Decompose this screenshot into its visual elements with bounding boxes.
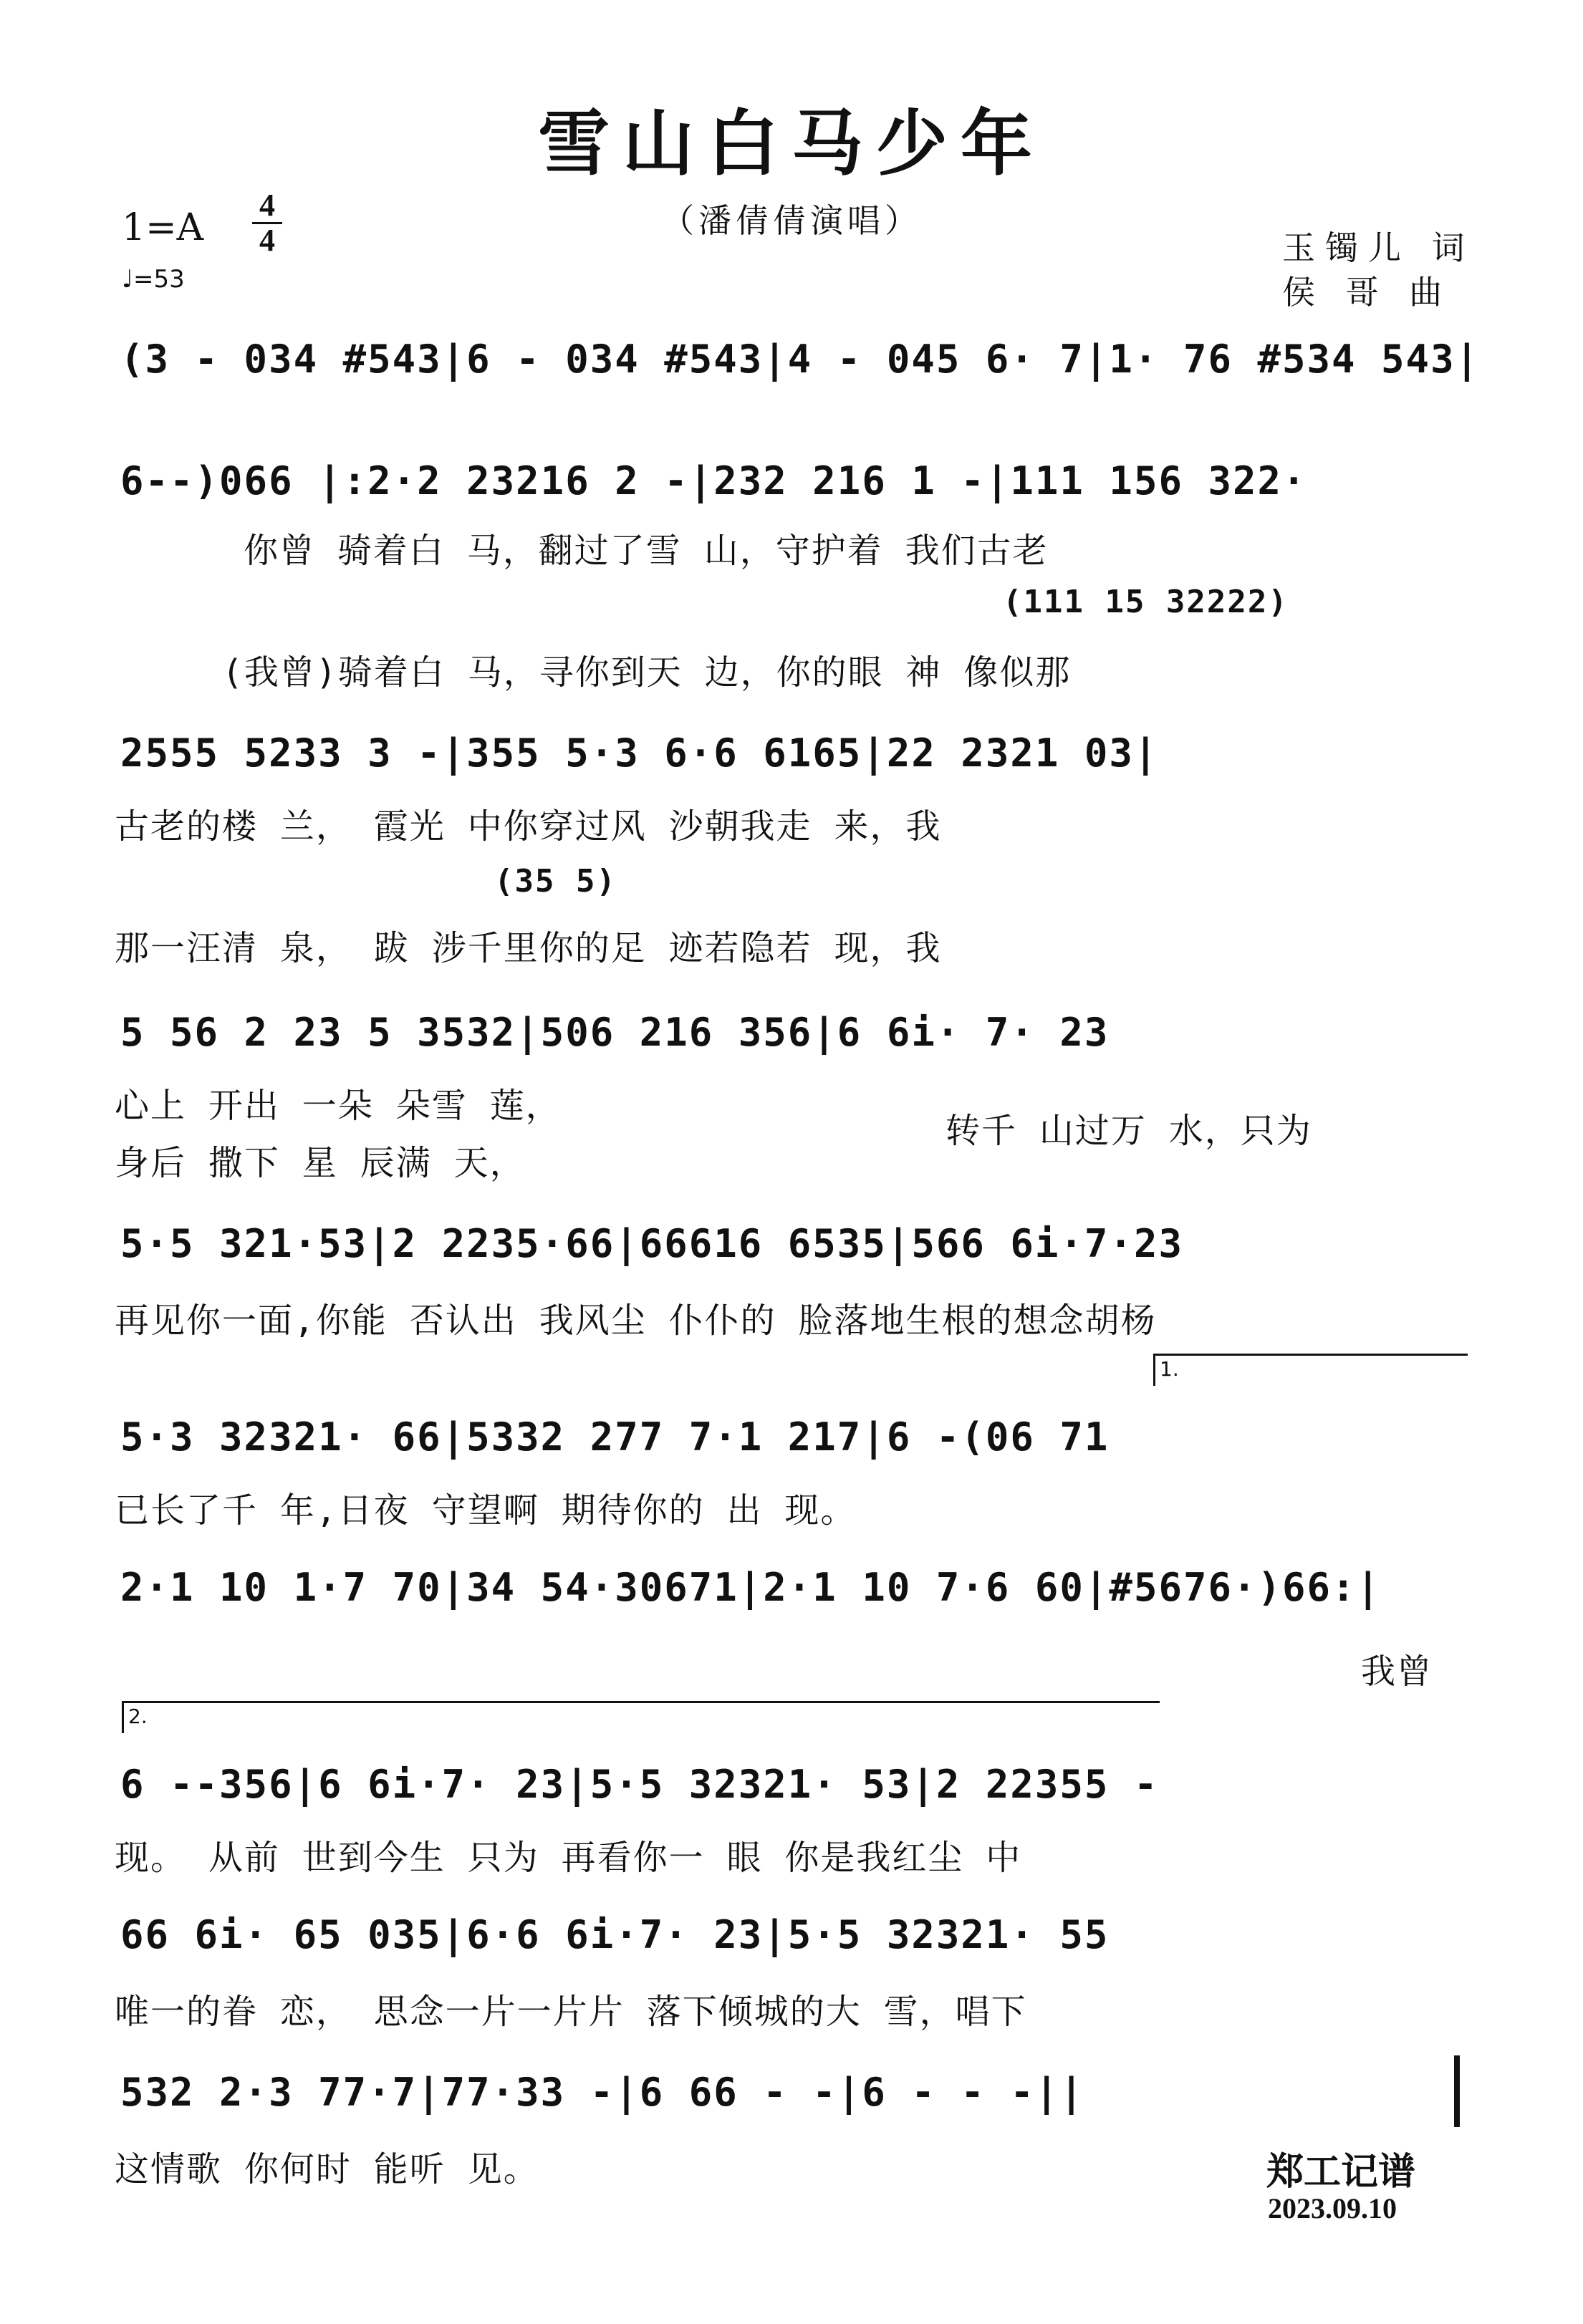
time-signature: [252, 189, 282, 257]
transcriber-name: 郑工记谱: [1266, 2151, 1416, 2194]
lyric-row-5: 再见你一面,你能 否认出 我风尘 仆仆的 脸落地生根的想念胡杨: [115, 1301, 1157, 1341]
lyric-row-7: 我曾: [1361, 1652, 1433, 1692]
lyric-row-3-verse-2: 那一汪清 泉， 跋 涉千里你的足 迹若隐若 现，我: [115, 928, 942, 968]
score-row-5: 5·5 321·53|2 2235·66|66616 6535|566 6i·7·23: [120, 1221, 1183, 1266]
lyric-row-6: 已长了千 年,日夜 守望啊 期待你的 出 现。: [115, 1490, 857, 1530]
composer-credit: 侯 哥 曲: [1282, 273, 1453, 312]
score-row-2: 6--)066 |:2·2 23216 2 -|232 216 1 -|111 156 322·: [120, 458, 1307, 503]
song-title: 雪山白马少年: [538, 101, 1045, 185]
lyric-row-4-verse-1: 心上 开出 一朵 朵雪 莲，: [115, 1086, 562, 1126]
key-signature: 1=A: [122, 206, 204, 249]
volta-2: 2.: [122, 1701, 1160, 1733]
score-row-6: 5·3 32321· 66|5332 277 7·1 217|6 -(06 71: [120, 1414, 1110, 1460]
volta-1: 1.: [1153, 1354, 1468, 1386]
lyric-row-2-verse-1: 你曾 骑着白 马，翻过了雪 山，守护着 我们古老: [244, 531, 1049, 571]
score-row-7: 2·1 10 1·7 70|34 54·30671|2·1 10 7·6 60|#5676·)66:|: [120, 1565, 1382, 1610]
score-row-3: 2555 5233 3 -|355 5·3 6·6 6165|22 2321 03|: [120, 731, 1159, 776]
lyric-row-3-verse-1: 古老的楼 兰， 霞光 中你穿过风 沙朝我走 来，我: [115, 806, 942, 847]
score-row-8: 6 --356|6 6i·7· 23|5·5 32321· 53|2 22355 -: [120, 1762, 1159, 1807]
meter-denominator: 4: [259, 223, 275, 258]
score-row-9: 66 6i· 65 035|6·6 6i·7· 23|5·5 32321· 55: [120, 1912, 1110, 1957]
lyric-row-9: 唯一的眷 恋， 思念一片一片片 落下倾城的大 雪，唱下: [115, 1992, 1027, 2032]
lyric-row-4-verse-2: 身后 撒下 星 辰满 天，: [115, 1143, 526, 1183]
tempo-marking: ♩=53: [122, 265, 185, 294]
transcription-date: 2023.09.10: [1268, 2192, 1397, 2224]
score-row-1: (3 - 034 #543|6 - 034 #543|4 - 045 6· 7|1· 76 #534 543|: [120, 337, 1481, 382]
lyric-row-2-verse-2: (我曾)骑着白 马，寻你到天 边，你的眼 神 像似那: [222, 652, 1072, 693]
alt-notes-row-2: (111 15 32222): [1003, 584, 1289, 620]
singer-credit: （潘倩倩演唱）: [661, 201, 922, 240]
lyric-row-4-shared: 转千 山过万 水，只为: [946, 1111, 1312, 1151]
meter-numerator: 4: [252, 189, 282, 224]
final-barline: [1454, 2055, 1460, 2127]
score-row-4: 5 56 2 23 5 3532|506 216 356|6 6i· 7· 23: [120, 1010, 1110, 1055]
score-row-10: 532 2·3 77·7|77·33 -|6 66 - -|6 - - -||: [120, 2070, 1084, 2115]
lyric-row-10: 这情歌 你何时 能听 见。: [115, 2149, 539, 2189]
lyric-row-8: 现。 从前 世到今生 只为 再看你一 眼 你是我红尘 中: [115, 1838, 1022, 1878]
lyricist-credit: 玉镯儿 词: [1282, 228, 1475, 267]
alt-notes-row-3: (35 5): [494, 863, 617, 900]
